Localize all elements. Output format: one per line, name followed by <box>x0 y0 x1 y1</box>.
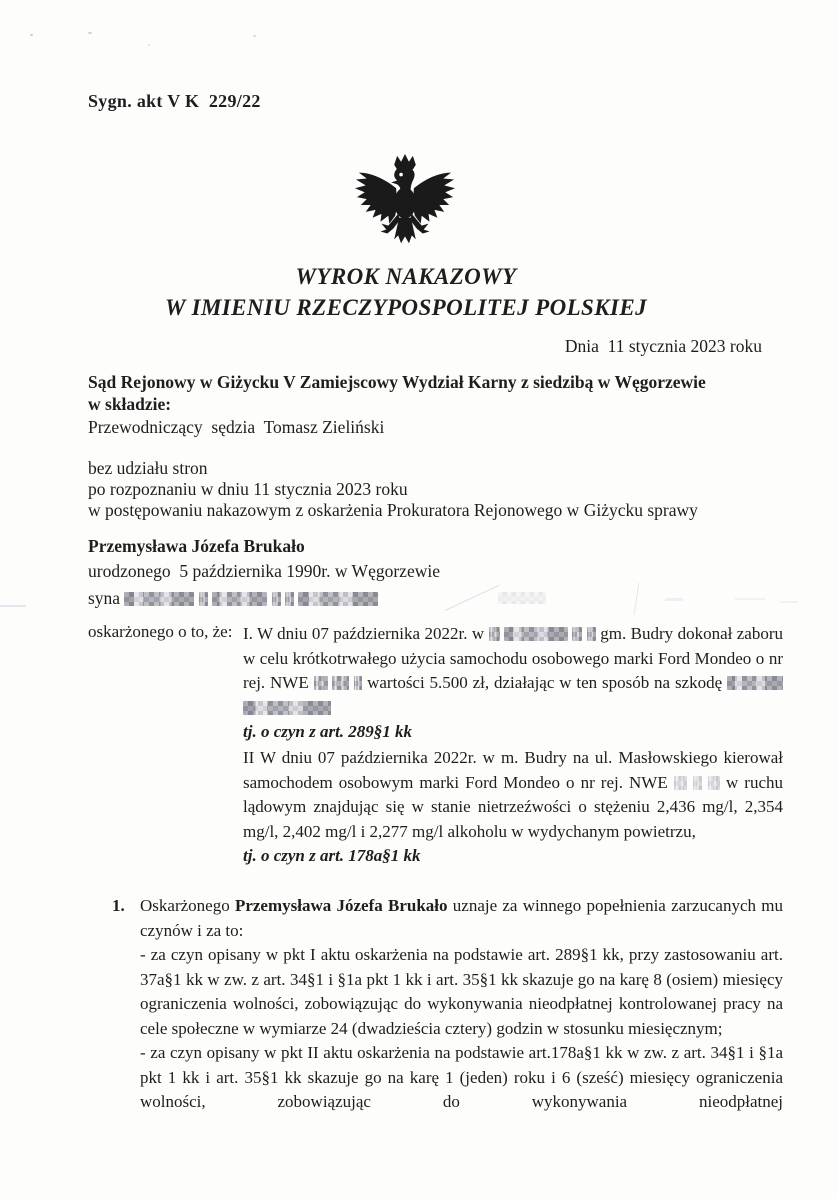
polish-eagle-emblem <box>351 148 459 262</box>
redacted-text <box>504 627 568 641</box>
redacted-text <box>124 592 194 606</box>
parent-redacted <box>124 588 378 608</box>
redacted-text <box>708 776 720 790</box>
verdict-para-guilty: Oskarżonego Przemysława Józefa Brukało uznaje za winnego popełnienia zarzucanych mu czynów i za to: <box>140 896 783 940</box>
redacted-text <box>572 627 582 641</box>
charge-1-text: I. W dniu 07 października 2022r. w gm. Budry dokonał zaboru w celu krótkotrwałego użycia samochodu osobowego marki Ford Mondeo o nr rej. NWE wartości 5.500 zł, działając w ten sposób na szkodę <box>243 622 783 720</box>
redacted-text <box>298 592 378 606</box>
charge-2 <box>243 746 783 869</box>
redacted-text <box>243 701 331 715</box>
redacted-text <box>199 592 208 606</box>
judgment-title-line2: W IMIENIU RZECZYPOSPOLITEJ POLSKIEJ <box>165 295 647 320</box>
verdict-para-penalty-1: - za czyn opisany w pkt I aktu oskarżenia na podstawie art. 289§1 kk, przy zastosowaniu art. 37a§1 kk w zw. z art. 34§1 i §1a pkt 1 kk i art. 35§1 kk skazuje go na karę 8 (osiem) miesięcy ograniczenia wolności, zobowiązując do wykonywania nieodpłatnej kontrolowanej pracy na cele społeczne w wymiarze 24 (dwadzieścia cztery) godzin w stosunku miesięcznym; <box>140 945 783 1038</box>
judgment-title <box>0 261 812 323</box>
procedure-line3: w postępowaniu nakazowym z oskarżenia Prokuratora Rejonowego w Giżycku sprawy <box>88 500 698 520</box>
charge-2-text: II W dniu 07 października 2022r. w m. Budry na ul. Masłowskiego kierował samochodem osobowym marki Ford Mondeo o nr rej. NWE w ruchu lądowym znajdując się w stanie nietrzeźwości o stężeniu 2,436 mg/l, 2,354 mg/l, 2,402 mg/l i 2,277 mg/l alkoholu w wydychanym powietrzu, <box>243 748 784 841</box>
charge-2-statute: tj. o czyn z art. 178a§1 kk <box>243 846 421 866</box>
presiding-judge: Przewodniczący sędzia Tomasz Zieliński <box>88 417 385 437</box>
redacted-text <box>489 627 500 641</box>
court-name: Sąd Rejonowy w Giżycku V Zamiejscowy Wydział Karny z siedzibą w Węgorzewie <box>88 372 706 392</box>
redacted-text <box>332 676 349 690</box>
procedure-line2: po rozpoznaniu w dniu 11 stycznia 2023 roku <box>88 479 408 499</box>
redacted-text <box>314 676 328 690</box>
scan-speck <box>253 35 256 37</box>
redacted-text <box>212 592 267 606</box>
verdict-item-number: 1. <box>112 896 125 915</box>
scan-smudge <box>665 598 683 601</box>
scan-speck <box>30 34 33 36</box>
scan-speck <box>148 44 150 46</box>
case-number: Sygn. akt V K 229/22 <box>88 91 261 111</box>
judgment-date: Dnia 11 stycznia 2023 roku <box>564 336 762 356</box>
polish-eagle-icon <box>351 148 459 262</box>
scan-smudge <box>780 601 798 603</box>
redacted-text <box>285 592 294 606</box>
procedure-block <box>88 458 794 521</box>
scan-smudge <box>735 598 765 600</box>
defendant-name: Przemysława Józefa Brukało <box>88 536 305 556</box>
scan-speck <box>88 32 92 34</box>
scan-pen-line <box>445 585 500 611</box>
judgment-title-line1: WYROK NAKAZOWY <box>295 264 517 289</box>
redacted-text <box>587 627 596 641</box>
charges-intro-label: oskarżonego o to, że: <box>88 622 233 641</box>
redacted-text <box>727 676 783 690</box>
procedure-line1: bez udziału stron <box>88 458 208 478</box>
redacted-text <box>354 676 362 690</box>
defendant-birth: urodzonego 5 października 1990r. w Węgorzewie <box>88 561 440 581</box>
court-composition-label: w składzie: <box>88 394 172 414</box>
parent-label: syna <box>88 588 121 608</box>
redacted-text <box>272 592 281 606</box>
scan-fold-line <box>634 583 639 615</box>
faint-redaction-ghost <box>498 592 546 604</box>
redacted-text <box>693 776 702 790</box>
verdict-para-penalty-2: - za czyn opisany w pkt II aktu oskarżenia na podstawie art.178a§1 kk w zw. z art. 34§1 i §1a pkt 1 kk i art. 35§1 kk skazuje go na karę 1 (jeden) roku i 6 (sześć) miesięcy ograniczenia wolności, zobowiązując do wykonywania nieodpłatnej <box>140 1043 783 1111</box>
redacted-text <box>674 776 687 790</box>
court-composition <box>88 371 794 438</box>
scan-smudge <box>0 605 26 607</box>
defendant-parent-line <box>88 588 378 609</box>
charge-1 <box>243 622 783 745</box>
charge-1-statute: tj. o czyn z art. 289§1 kk <box>243 722 413 742</box>
verdict-item-1 <box>112 894 783 1115</box>
